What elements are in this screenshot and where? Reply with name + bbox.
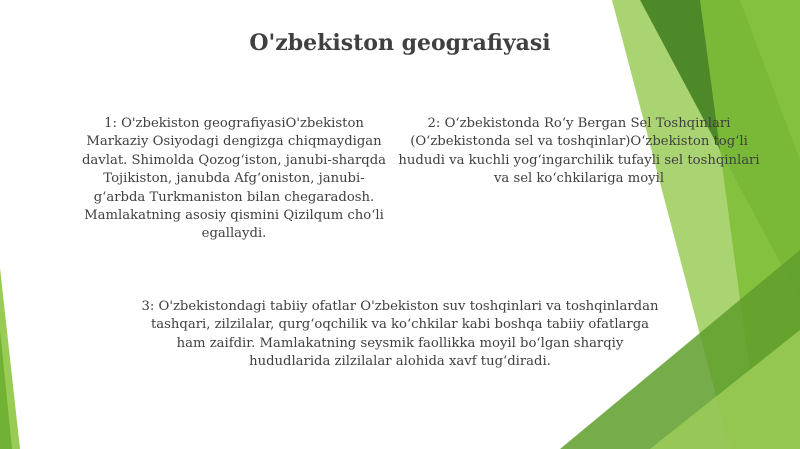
slide-title: O'zbekiston geografiyasi	[249, 30, 551, 56]
text-block-1: 1: O'zbekiston geografiyasiO'zbekiston Markaziy Osiyodagi dengizga chiqmaydigan davlat. Shimolda Qozogʻiston, janubi-sharqda Tojikiston, janubda Afgʻoniston, janubi-gʻarbda Turkmaniston bilan chegaradosh. Mamlakatning asosiy qismini Qizilqum choʻli egallaydi.	[81, 116, 387, 242]
text-block-3: 3: O'zbekistondagi tabiiy ofatlar O'zbekiston suv toshqinlari va toshqinlardan tashqari, zilzilalar, qurgʻoqchilik va koʻchkilar kabi boshqa tabiiy ofatlarga ham zaifdir. Mamlakatning seysmik faollikka moyil boʻlgan sharqiy hududlarida zilzilalar alohida xavf tugʻdiradi.	[141, 299, 659, 370]
text-block-2: 2: Oʻzbekistonda Roʻy Bergan Sel Toshqinlari (Oʻzbekistonda sel va toshqinlar)Oʻzbekiston togʻli hududi va kuchli yogʻingarchilik tufayli sel toshqinlari va sel koʻchkilariga moyil	[398, 116, 760, 187]
